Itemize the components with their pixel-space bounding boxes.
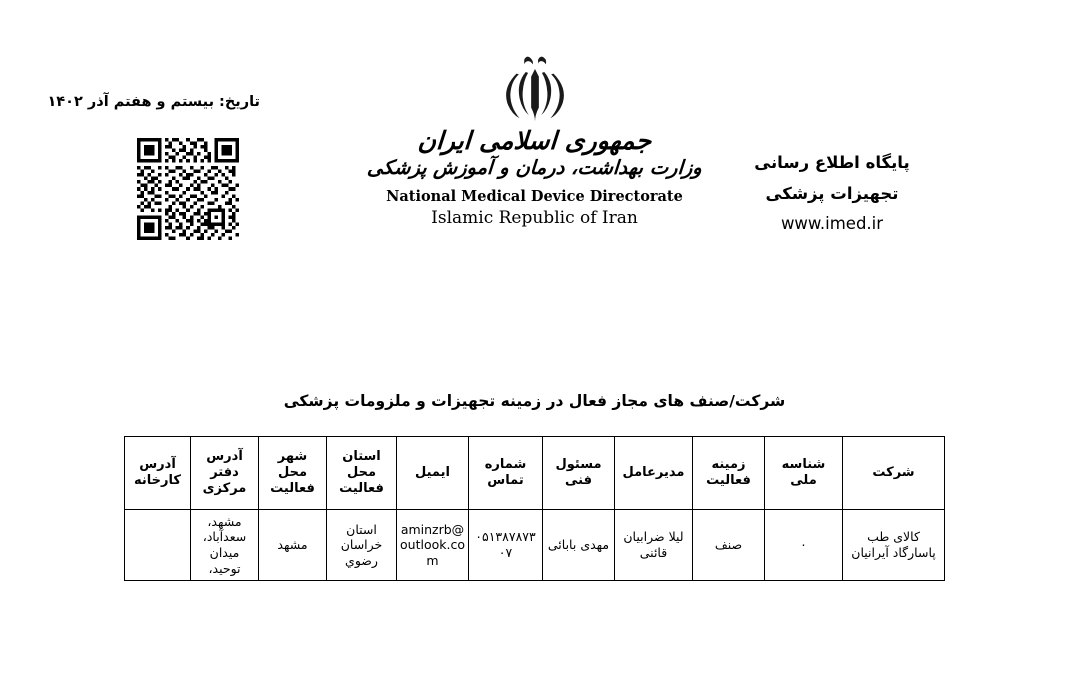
gov-title-en-2: Islamic Republic of Iran: [431, 208, 638, 229]
cell-ceo: لیلا ضرابیان قائنی: [615, 510, 693, 581]
cell-head-office-address: مشهد، سعدآباد، میدان توحید،: [191, 510, 259, 581]
cell-city: مشهد: [259, 510, 327, 581]
column-header-province: استان محل فعالیت: [327, 437, 397, 510]
cell-email: aminzrb@outlook.com: [397, 510, 469, 581]
portal-line-2: تجهیزات پزشکی: [765, 183, 899, 203]
cell-activity-field: صنف: [693, 510, 765, 581]
companies-table-container: [125, 436, 945, 581]
portal-info: [727, 148, 937, 240]
cell-company: کالای طب پاسارگاد آیرانیان: [843, 510, 945, 581]
table-header-row: [125, 437, 945, 510]
gov-title-fa-2: وزارت بهداشت، درمان و آموزش پزشکی: [366, 156, 703, 180]
column-header-head-office-address: آدرس دفتر مرکزی: [191, 437, 259, 510]
cell-technical-officer: مهدی بابائی: [543, 510, 615, 581]
gov-title-en-1: National Medical Device Directorate: [386, 187, 683, 205]
column-header-activity-field: زمینه فعالیت: [693, 437, 765, 510]
cell-factory-address: [125, 510, 191, 581]
column-header-national-id: شناسه ملی: [765, 437, 843, 510]
gov-title-fa-1: جمهوری اسلامی ایران: [416, 126, 653, 155]
document-date: تاریخ: بیستم و هفتم آذر ۱۴۰۲: [47, 94, 260, 110]
cell-phone: ۰۵۱۳۸۷۸۷۳۰۷: [469, 510, 543, 581]
column-header-company: شرکت: [843, 437, 945, 510]
column-header-technical-officer: مسئول فنی: [543, 437, 615, 510]
iran-national-emblem-icon: [496, 52, 574, 126]
portal-website-url: www.imed.ir: [780, 214, 884, 234]
page-title: شرکت/صنف های مجاز فعال در زمینه تجهیزات و ملزومات پزشکی: [283, 392, 786, 410]
column-header-factory-address: آدرس کارخانه: [125, 437, 191, 510]
column-header-city: شهر محل فعالیت: [259, 437, 327, 510]
column-header-email: ایمیل: [397, 437, 469, 510]
portal-line-1: پایگاه اطلاع رسانی: [754, 153, 910, 172]
table-row: [125, 510, 945, 581]
column-header-phone: شماره تماس: [469, 437, 543, 510]
cell-national-id: ۰: [765, 510, 843, 581]
companies-table: [124, 436, 945, 581]
cell-province: استان خراسان رضوي: [327, 510, 397, 581]
column-header-ceo: مدیرعامل: [615, 437, 693, 510]
